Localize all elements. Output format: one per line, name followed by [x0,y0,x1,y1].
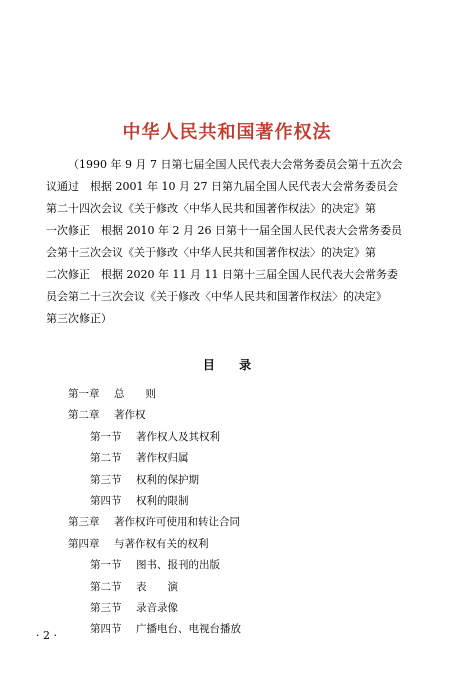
preface-line: 一次修正 根据 2010 年 2 月 26 日第十一届全国人民代表大会常务委员 [46,224,402,237]
toc-item-section[interactable] [0,555,454,576]
toc-item-number: 第三节 [90,473,122,486]
toc-item-section[interactable] [0,427,454,448]
toc-item-section[interactable] [0,448,454,469]
toc-item-title: 图书、报刊的出版 [136,559,220,572]
toc-item-number: 第三节 [90,601,122,614]
preface-line: 二次修正 根据 2020 年 11 月 11 日第十三届全国人民代表大会常务委 [46,268,398,281]
toc-item-chapter-3[interactable] [0,512,454,533]
page-title: 中华人民共和国著作权法 [122,122,332,143]
toc-item-title: 权利的限制 [136,494,189,507]
toc-item-number: 第二节 [90,580,122,593]
toc-item-number: 第二章 [68,409,100,422]
table-of-contents [0,384,454,641]
page-number: · 2 · [36,629,57,642]
toc-item-number: 第四节 [90,494,122,507]
preface-line: 议通过 根据 2001 年 10 月 27 日第九届全国人民代表大会常务委员会 [46,180,398,193]
toc-item-chapter-4[interactable] [0,534,454,555]
toc-heading [0,356,454,373]
toc-item-number: 第三章 [68,516,100,529]
toc-heading-char: 录 [239,358,252,372]
toc-item-chapter-2[interactable] [0,405,454,426]
toc-item-title: 表 演 [136,580,178,593]
toc-item-chapter-1[interactable] [0,384,454,405]
preface-line: 员会第二十三次会议《关于修改〈中华人民共和国著作权法〉的决定》 [46,290,387,303]
toc-item-title: 广播电台、电视台播放 [136,623,241,636]
toc-item-section[interactable] [0,491,454,512]
toc-item-title: 录音录像 [136,601,178,614]
toc-item-section[interactable] [0,619,454,640]
preface-line: （1990 年 9 月 7 日第七届全国人民代表大会常务委员会第十五次会 [68,158,403,171]
toc-item-number: 第四章 [68,537,100,550]
toc-item-title: 著作权 [114,409,146,422]
toc-item-title: 著作权人及其权利 [136,430,220,443]
legislative-history-preface [46,154,422,330]
toc-item-title: 权利的保护期 [136,473,199,486]
toc-heading-char: 目 [202,358,215,372]
preface-line: 会第十三次会议《关于修改〈中华人民共和国著作权法〉的决定》第 [46,246,376,259]
preface-line: 第二十四次会议《关于修改〈中华人民共和国著作权法〉的决定》第 [46,202,376,215]
toc-item-title: 著作权许可使用和转让合同 [114,516,240,529]
toc-item-number: 第二节 [90,452,122,465]
toc-item-number: 第一节 [90,559,122,572]
toc-item-section[interactable] [0,598,454,619]
toc-item-number: 第四节 [90,623,122,636]
preface-line: 第三次修正） [46,312,112,325]
toc-item-section[interactable] [0,470,454,491]
toc-item-number: 第一章 [68,388,100,400]
toc-item-number: 第一节 [90,430,122,443]
toc-item-section[interactable] [0,577,454,598]
toc-item-title: 总 则 [114,388,156,400]
toc-item-title: 著作权归属 [136,452,189,465]
toc-item-title: 与著作权有关的权利 [114,537,209,550]
